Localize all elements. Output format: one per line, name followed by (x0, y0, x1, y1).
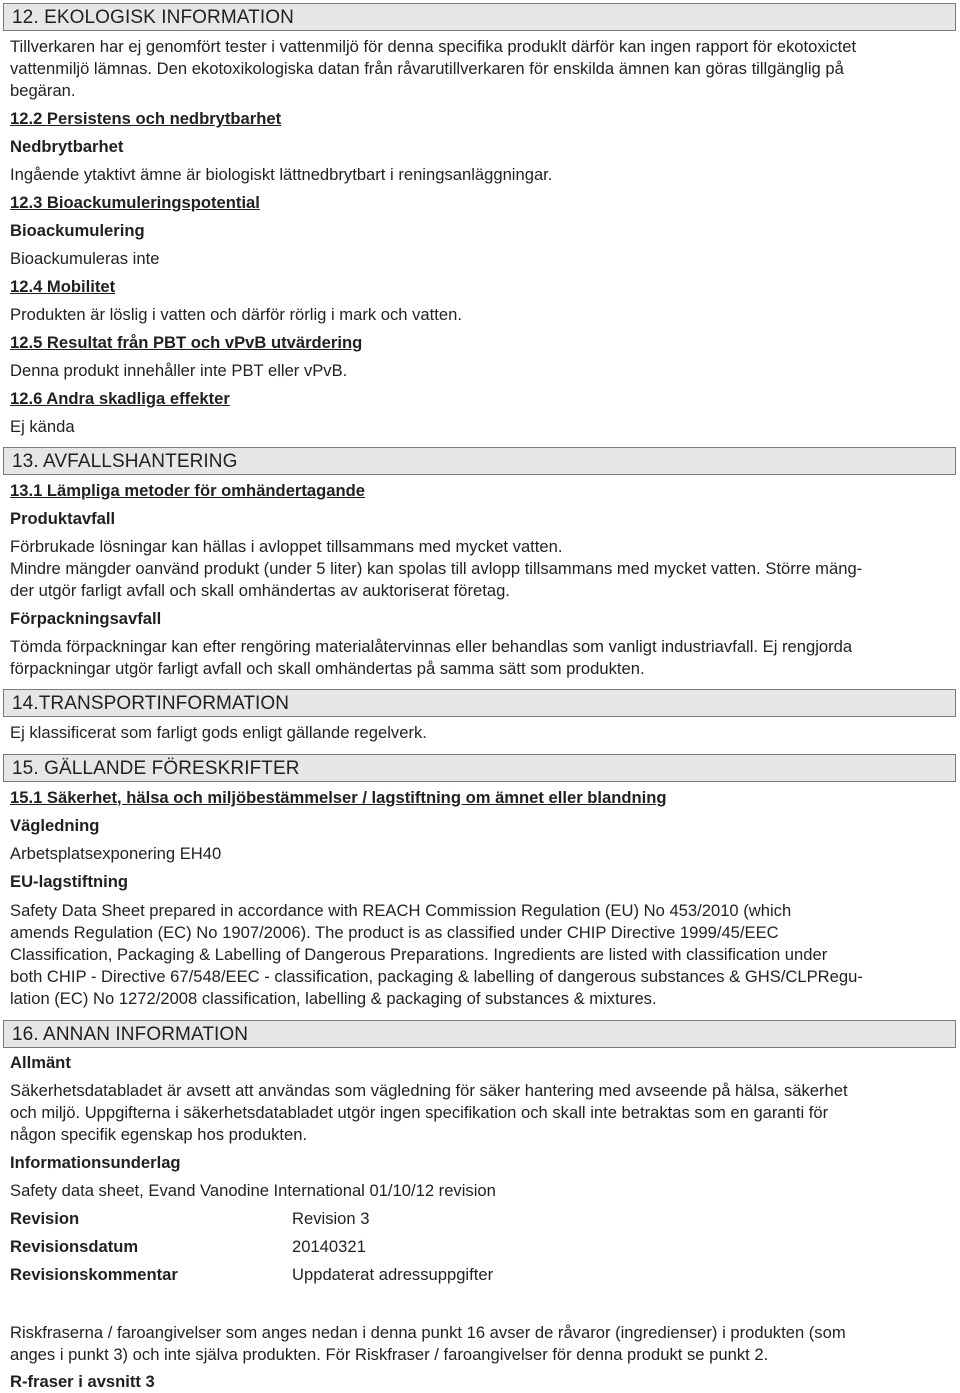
andra-effekter-text: Ej kända (10, 417, 75, 436)
bioackumulering-text: Bioackumuleras inte (10, 249, 160, 268)
bioackumulering-label: Bioackumulering (10, 221, 145, 240)
vagledning-label: Vägledning (10, 816, 100, 835)
section-13-header: 13. AVFALLSHANTERING (3, 447, 956, 475)
forpackningsavfall-line-1: Tömda förpackningar kan efter rengöring materialåtervinnas eller behandlas som vanligt industriavfall. Ej rengjorda (10, 637, 853, 656)
subsection-12-6-title: 12.6 Andra skadliga effekter (10, 389, 230, 408)
section-15-header: 15. GÄLLANDE FÖRESKRIFTER (3, 754, 956, 782)
section-12-intro-line-2: vattenmiljö lämnas. Den ekotoxikologiska datan från råvarutillverkaren för enskilda ämnen kan göras tillgänglig på (10, 59, 844, 78)
pbt-text: Denna produkt innehåller inte PBT eller vPvB. (10, 361, 348, 380)
allmant-label: Allmänt (10, 1053, 71, 1072)
eu-lagstiftning-line-3: Classification, Packaging & Labelling of Dangerous Preparations. Ingredients are listed with classification under (10, 945, 828, 964)
revision-value: Revision 3 (292, 1209, 370, 1228)
nedbrytbarhet-label: Nedbrytbarhet (10, 137, 124, 156)
subsection-12-3-title: 12.3 Bioackumuleringspotential (10, 193, 260, 212)
transport-text: Ej klassificerat som farligt gods enligt gällande regelverk. (10, 723, 427, 742)
r-fraser-title: R-fraser i avsnitt 3 (10, 1372, 155, 1391)
produktavfall-line-1: Förbrukade lösningar kan hällas i avloppet tillsammans med mycket vatten. (10, 537, 563, 556)
subsection-12-5-title: 12.5 Resultat från PBT och vPvB utvärdering (10, 333, 363, 352)
informationsunderlag-label: Informationsunderlag (10, 1153, 181, 1172)
eu-lagstiftning-line-4: both CHIP - Directive 67/548/EEC - classification, packaging & labelling of dangerous substances & GHS/CLPRegu- (10, 967, 863, 986)
riskfraser-line-2: anges i punkt 3) och inte själva produkten. För Riskfraser / faroangivelser för denna produkt se punkt 2. (10, 1345, 769, 1364)
section-12-intro-line-3: begäran. (10, 81, 76, 100)
forpackningsavfall-label: Förpackningsavfall (10, 609, 162, 628)
revisionsdatum-value: 20140321 (292, 1237, 366, 1256)
forpackningsavfall-line-2: förpackningar utgör farligt avfall och skall omhändertas på samma sätt som produkten. (10, 659, 645, 678)
produktavfall-label: Produktavfall (10, 509, 116, 528)
section-16-header: 16. ANNAN INFORMATION (3, 1020, 956, 1048)
eu-lagstiftning-line-1: Safety Data Sheet prepared in accordance with REACH Commission Regulation (EU) No 453/2010 (which (10, 901, 792, 920)
allmant-line-3: någon specifik egenskap hos produkten. (10, 1125, 308, 1144)
mobilitet-text: Produkten är löslig i vatten och därför rörlig i mark och vatten. (10, 305, 462, 324)
subsection-12-4-title: 12.4 Mobilitet (10, 277, 116, 296)
section-14-header: 14.TRANSPORTINFORMATION (3, 689, 956, 717)
eu-lagstiftning-line-5: lation (EC) No 1272/2008 classification, labelling & packaging of substances & mixtures. (10, 989, 657, 1008)
riskfraser-line-1: Riskfraserna / faroangivelser som anges nedan i denna punkt 16 avser de råvaror (ingredienser) i produkten (som (10, 1323, 846, 1342)
nedbrytbarhet-text: Ingående ytaktivt ämne är biologiskt lättnedbrytbart i reningsanläggningar. (10, 165, 553, 184)
produktavfall-line-2: Mindre mängder oanvänd produkt (under 5 liter) kan spolas till avlopp tillsammans med mycket vatten. Större mäng- (10, 559, 863, 578)
section-12-header: 12. EKOLOGISK INFORMATION (3, 3, 956, 31)
allmant-line-1: Säkerhetsdatabladet är avsett att användas som vägledning för säker hantering med avseende på hälsa, säkerhet (10, 1081, 848, 1100)
revisionskommentar-label: Revisionskommentar (10, 1265, 178, 1284)
informationsunderlag-text: Safety data sheet, Evand Vanodine International 01/10/12 revision (10, 1181, 496, 1200)
subsection-13-1-title: 13.1 Lämpliga metoder för omhändertagande (10, 481, 365, 500)
subsection-15-1-title: 15.1 Säkerhet, hälsa och miljöbestämmelser / lagstiftning om ämnet eller blandning (10, 788, 667, 807)
produktavfall-line-3: der utgör farligt avfall och skall omhändertas av auktoriserat företag. (10, 581, 510, 600)
eu-lagstiftning-label: EU-lagstiftning (10, 872, 128, 891)
vagledning-text: Arbetsplatsexponering EH40 (10, 844, 222, 863)
revision-label: Revision (10, 1209, 80, 1228)
allmant-line-2: och miljö. Uppgifterna i säkerhetsdatabladet utgör ingen specifikation och skall inte betraktas som en garanti för (10, 1103, 829, 1122)
revisionskommentar-value: Uppdaterat adressuppgifter (292, 1265, 494, 1284)
revisionsdatum-label: Revisionsdatum (10, 1237, 139, 1256)
subsection-12-2-title: 12.2 Persistens och nedbrytbarhet (10, 109, 282, 128)
section-12-intro-line-1: Tillverkaren har ej genomfört tester i vattenmiljö för denna specifika produklt därför kan ingen rapport för ekotoxictet (10, 37, 857, 56)
eu-lagstiftning-line-2: amends Regulation (EC) No 1907/2006). The product is as classified under CHIP Directive 1999/45/EEC (10, 923, 779, 942)
